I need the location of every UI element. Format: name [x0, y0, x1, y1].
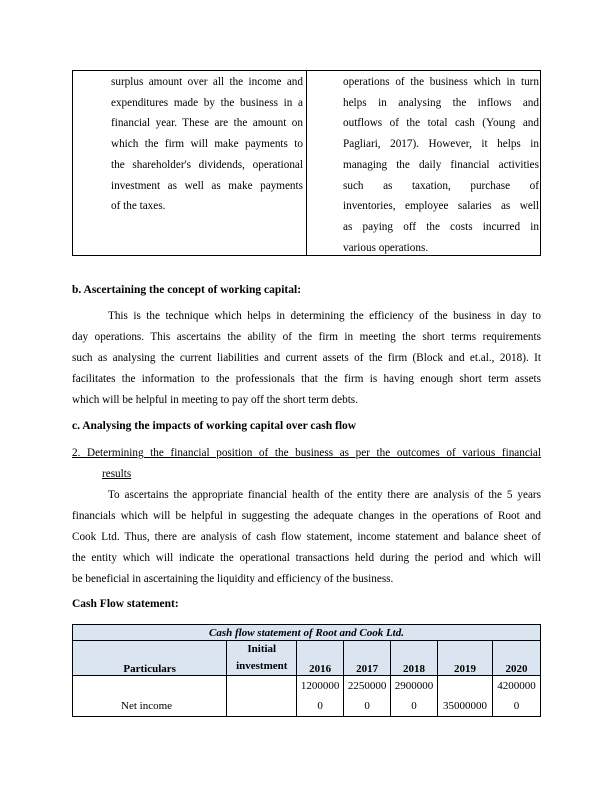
row-label: Net income	[73, 676, 227, 717]
text-line: as paying off the costs incurred in	[343, 220, 539, 233]
text-line: be beneficial in ascertaining the liquidity and efficiency of the business.	[72, 573, 394, 585]
cell-2016	[297, 676, 344, 717]
table-row	[73, 676, 541, 717]
cell-2019: 35000000	[438, 676, 493, 717]
text-line: surplus amount over all the income and	[111, 76, 303, 88]
header-2017: 2017	[344, 641, 391, 676]
text-line: investment as well as make payments	[111, 179, 303, 192]
cash-flow-table	[72, 624, 541, 717]
header-2016: 2016	[297, 641, 344, 676]
section-2-heading	[72, 443, 541, 485]
text-line: expenditures made by the business in a	[111, 96, 303, 109]
text-line: such as analysing the current liabilities and current assets of the firm (Block and et.al., 2018). It	[72, 352, 541, 364]
text-line: financials which will be helpful in suggesting the adequate changes in the operations of Root and	[72, 510, 541, 522]
cell-value-part: 4200000	[497, 680, 536, 692]
cash-flow-heading: Cash Flow statement:	[72, 598, 179, 610]
cell-value-part: 2250000	[347, 680, 387, 692]
header-particulars: Particulars	[73, 641, 227, 676]
text-line: helps in analysing the inflows and	[343, 96, 539, 109]
cell-2020	[492, 676, 540, 717]
text-line: day operations. This ascertains the ability of the firm in meeting the short terms requirements	[72, 331, 541, 343]
comparison-table	[72, 70, 541, 256]
section-2-paragraph	[72, 485, 541, 590]
section-c-heading: c. Analysing the impacts of working capital over cash flow	[72, 420, 357, 432]
text-line: the shareholder's dividends, operational	[111, 158, 303, 171]
header-initial-line1: Initial	[247, 643, 277, 655]
section-b-heading: b. Ascertaining the concept of working capital:	[72, 284, 302, 296]
text-line: Cook Ltd. Thus, there are analysis of cash flow statement, income statement and balance sheet of	[72, 531, 541, 543]
text-line: which will be helpful in meeting to pay off the short term debts.	[72, 394, 358, 406]
text-line: This is the technique which helps in determining the efficiency of the business in day to	[108, 310, 541, 322]
cell-value-part: 0	[513, 700, 520, 712]
text-line: financial year. These are the amount on	[111, 117, 303, 130]
header-2020: 2020	[492, 641, 540, 676]
cell-value-part: 2900000	[394, 680, 434, 692]
header-initial-line2: investment	[236, 660, 288, 672]
text-line: outflows of the total cash (Young and	[343, 117, 539, 130]
text-line: such as taxation, purchase of	[343, 179, 539, 192]
cell-value-part: 0	[411, 700, 417, 712]
text-line: To ascertains the appropriate financial health of the entity there are analysis of the 5 years	[108, 489, 541, 501]
section-b-paragraph	[72, 306, 541, 411]
cell-value-part: 0	[317, 700, 323, 712]
table-header-row	[73, 641, 541, 676]
cell-value-part: 1200000	[300, 680, 340, 692]
text-line: of the taxes.	[111, 200, 166, 213]
header-2018: 2018	[391, 641, 438, 676]
text-line: managing the daily financial activities	[343, 158, 539, 171]
text-line: Pagliari, 2017). However, it helps in	[343, 138, 539, 151]
cell-2017	[344, 676, 391, 717]
header-2019: 2019	[438, 641, 493, 676]
text-line: which the firm will make payments to	[111, 138, 303, 151]
cell-2018	[391, 676, 438, 717]
left-cell-text	[111, 72, 303, 217]
header-initial-investment	[227, 641, 297, 676]
table-title: Cash flow statement of Root and Cook Ltd.	[73, 625, 541, 641]
text-line: the entity which will indicate the operational transactions held during the period and which will	[72, 552, 541, 564]
column-divider	[306, 70, 307, 255]
heading-line: 2. Determining the financial position of the business as per the outcomes of various financial	[72, 447, 541, 459]
right-cell-text	[343, 72, 539, 258]
cell-value-part: 0	[364, 700, 370, 712]
text-line: various operations.	[343, 241, 429, 254]
heading-line: results	[102, 468, 132, 480]
text-line: facilitates the information to the professionals that the firm is having enough short term assets	[72, 373, 541, 385]
text-line: inventories, employee salaries as well	[343, 200, 539, 213]
text-line: operations of the business which in turn	[343, 76, 539, 88]
cell-initial	[227, 676, 297, 717]
